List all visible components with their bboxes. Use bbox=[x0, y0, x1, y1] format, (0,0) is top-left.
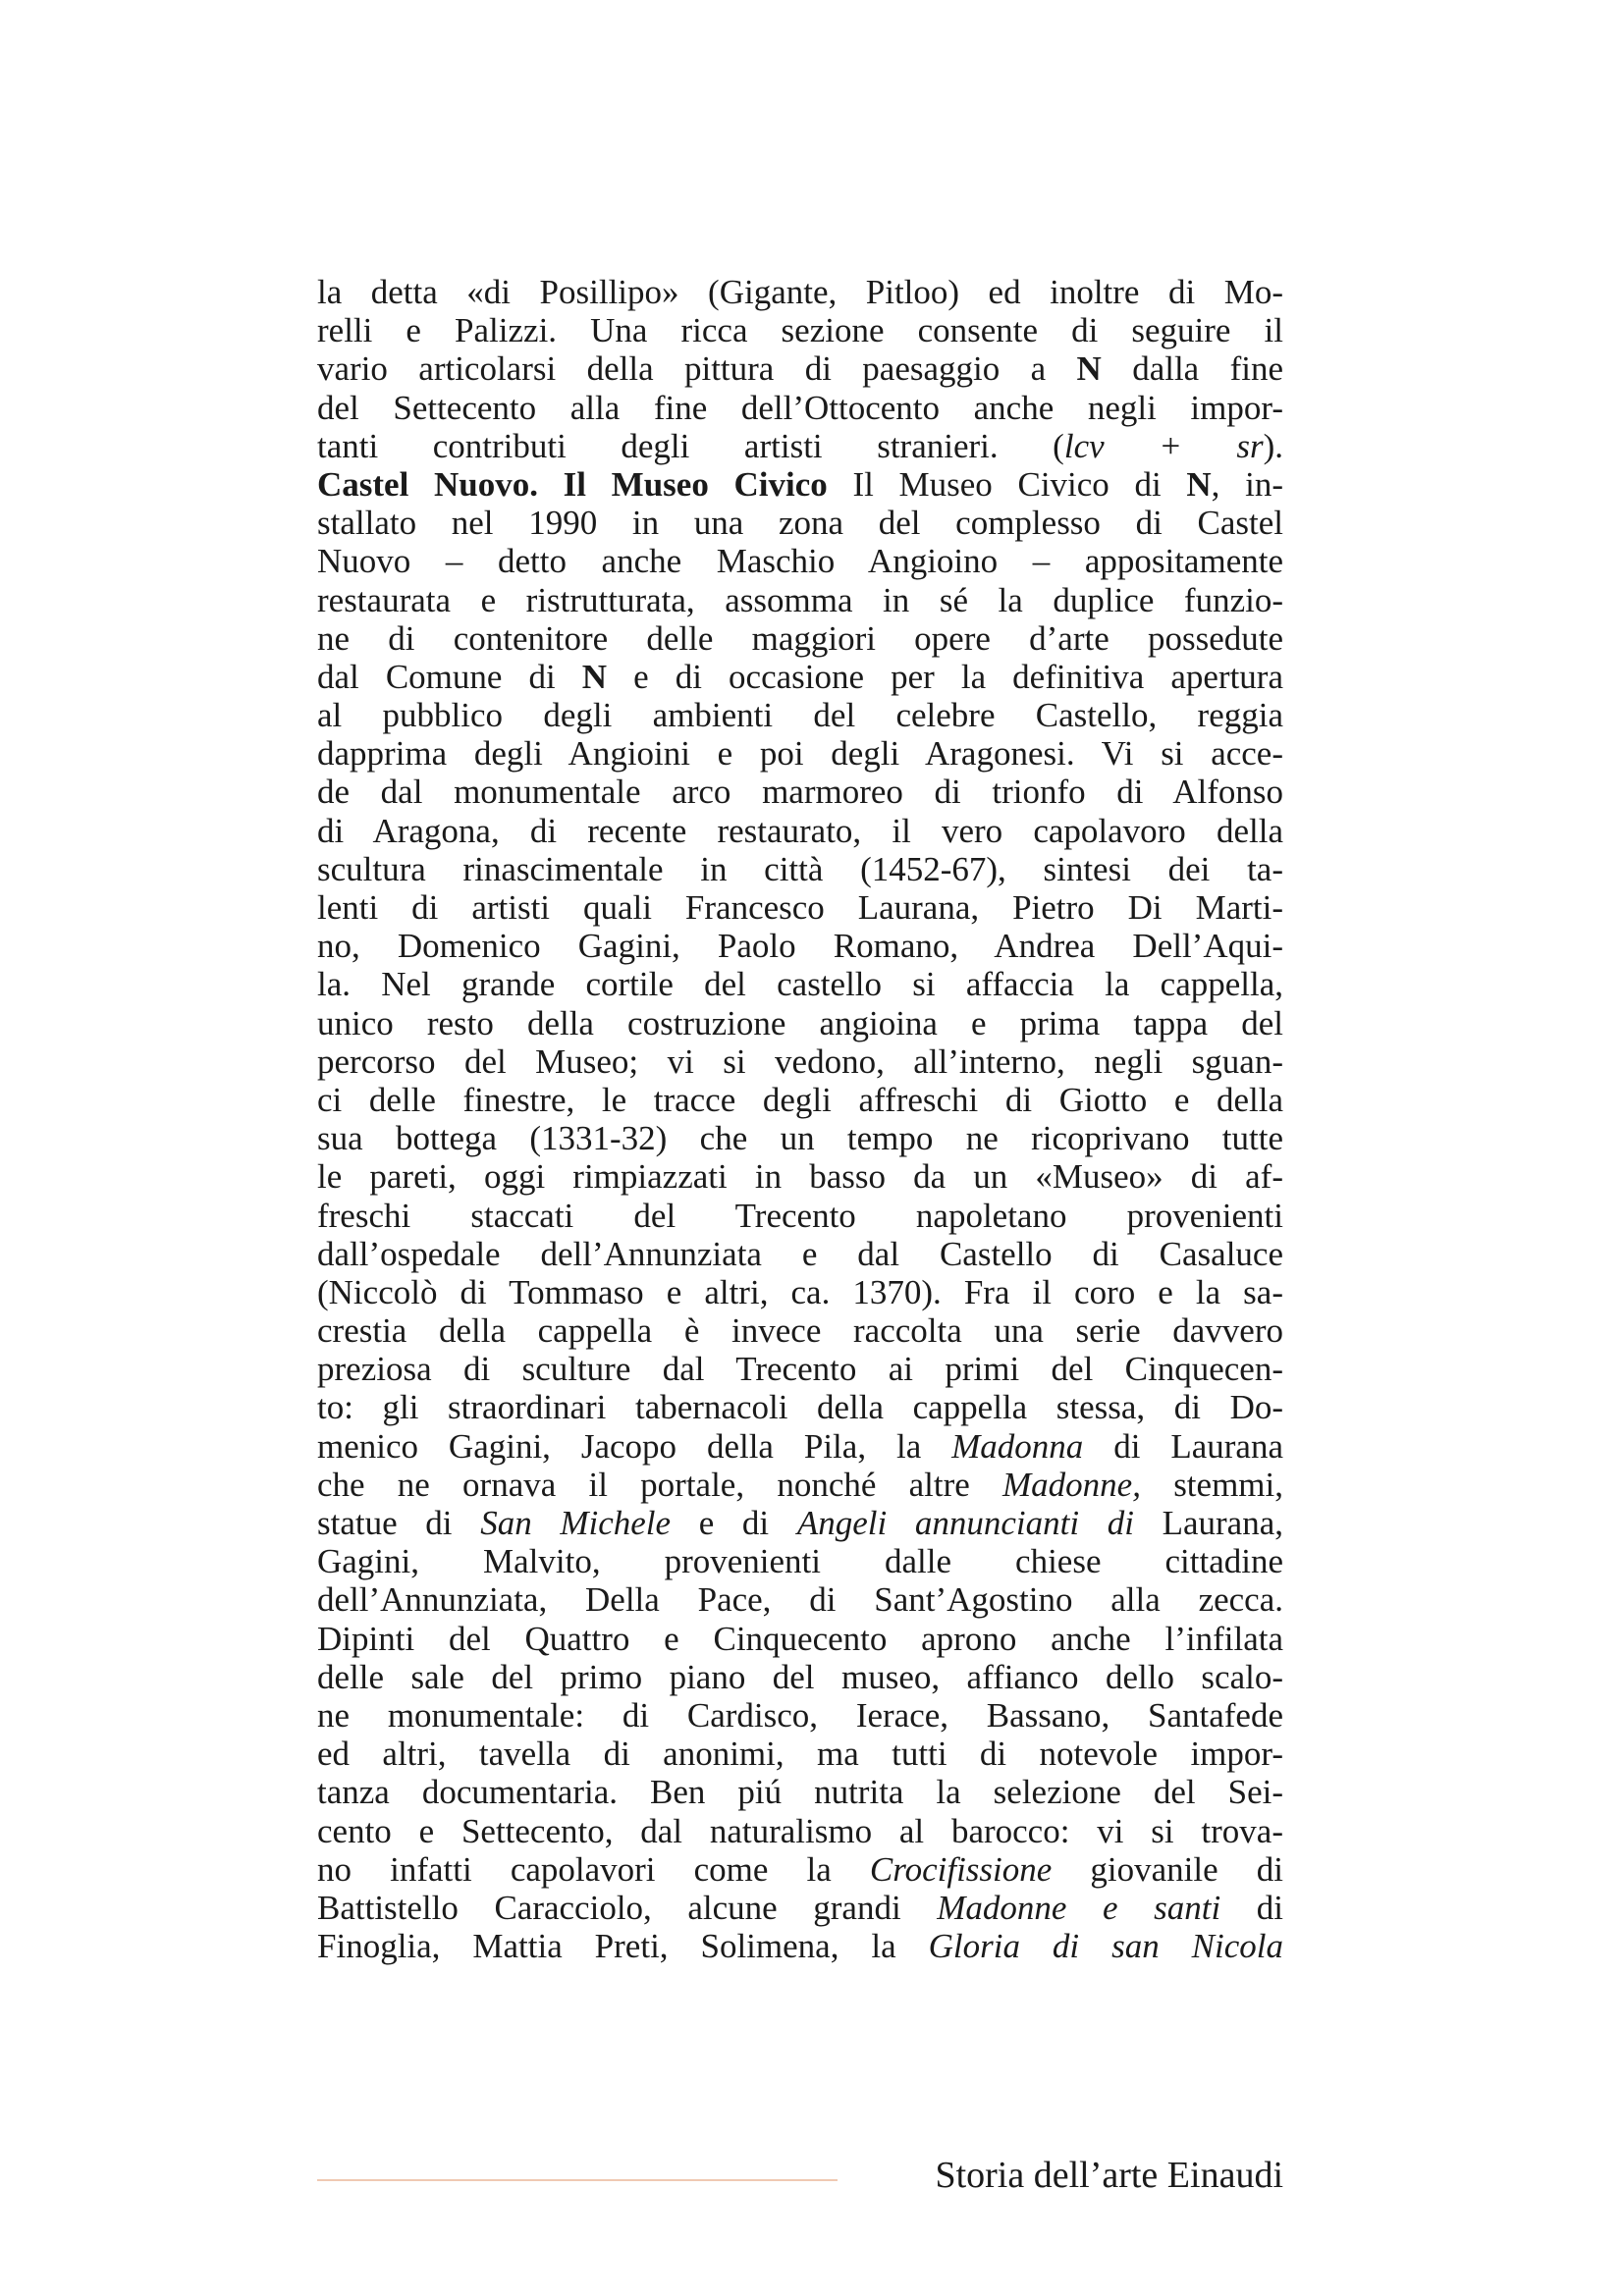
text-segment: di bbox=[1220, 1888, 1283, 1927]
text-line bbox=[317, 1773, 1283, 1811]
body-text bbox=[317, 273, 1283, 1965]
text-line bbox=[317, 927, 1283, 965]
text-line bbox=[317, 1620, 1283, 1658]
text-line bbox=[317, 273, 1283, 311]
text-segment: dall’ospedale dell’Annunziata e dal Castello di Casaluce bbox=[317, 1234, 1283, 1273]
text-line bbox=[317, 1850, 1283, 1889]
text-line bbox=[317, 658, 1283, 696]
text-segment: cento e Settecento, dal naturalismo al barocco: vi si trova- bbox=[317, 1811, 1283, 1850]
text-segment: ed altri, tavella di anonimi, ma tutti di notevole impor- bbox=[317, 1735, 1283, 1774]
text-line bbox=[317, 773, 1283, 811]
text-segment: vario articolarsi della pittura di paesaggio a bbox=[317, 349, 1077, 389]
text-line bbox=[317, 619, 1283, 658]
bold-text: N bbox=[581, 657, 608, 696]
page-footer bbox=[317, 2140, 1283, 2196]
text-segment: restaurata e ristrutturata, assomma in sé la duplice funzio- bbox=[317, 580, 1283, 619]
text-segment: la. Nel grande cortile del castello si affaccia la cappella, bbox=[317, 965, 1283, 1004]
text-line bbox=[317, 1157, 1283, 1196]
text-segment: di Laurana bbox=[1083, 1426, 1283, 1466]
text-segment: no infatti capolavori come la bbox=[317, 1849, 870, 1889]
text-segment: Gagini, Malvito, provenienti dalle chiese cittadine bbox=[317, 1542, 1283, 1581]
text-line bbox=[317, 1388, 1283, 1426]
text-segment: unico resto della costruzione angioina e prima tappa del bbox=[317, 1003, 1283, 1042]
text-segment: Nuovo – detto anche Maschio Angioino – appositamente bbox=[317, 542, 1283, 581]
text-line bbox=[317, 465, 1283, 504]
text-line bbox=[317, 349, 1283, 388]
text-segment: di Aragona, di recente restaurato, il vero capolavoro della bbox=[317, 811, 1283, 850]
text-line bbox=[317, 1311, 1283, 1350]
text-line bbox=[317, 1658, 1283, 1696]
text-line bbox=[317, 965, 1283, 1003]
text-line bbox=[317, 696, 1283, 734]
text-segment: dell’Annunziata, Della Pace, di Sant’Agostino alla zecca. bbox=[317, 1580, 1283, 1620]
text-line bbox=[317, 1119, 1283, 1157]
text-line bbox=[317, 1081, 1283, 1119]
text-line bbox=[317, 1580, 1283, 1619]
text-line bbox=[317, 1042, 1283, 1081]
text-line bbox=[317, 311, 1283, 349]
text-segment: crestia della cappella è invece raccolta una serie davvero bbox=[317, 1311, 1283, 1351]
text-segment: lenti di artisti quali Francesco Laurana, Pietro Di Marti- bbox=[317, 888, 1283, 927]
text-segment: (Niccolò di Tommaso e altri, ca. 1370). Fra il coro e la sa- bbox=[317, 1272, 1283, 1311]
text-line bbox=[317, 1427, 1283, 1466]
text-line bbox=[317, 734, 1283, 773]
text-segment: Finoglia, Mattia Preti, Solimena, la bbox=[317, 1927, 929, 1966]
text-line bbox=[317, 389, 1283, 427]
text-line bbox=[317, 1235, 1283, 1273]
text-line bbox=[317, 812, 1283, 850]
text-line bbox=[317, 1273, 1283, 1311]
text-segment: stallato nel 1990 in una zona del complesso di Castel bbox=[317, 504, 1283, 543]
text-segment: dal Comune di bbox=[317, 657, 582, 696]
text-segment: percorso del Museo; vi si vedono, all’interno, negli sguan- bbox=[317, 1041, 1283, 1081]
footer-rule bbox=[317, 2179, 838, 2181]
italic-text: Madonne e santi bbox=[937, 1888, 1221, 1927]
italic-text: Crocifissione bbox=[869, 1849, 1053, 1889]
text-segment: tanti contributi degli artisti stranieri. ( bbox=[317, 426, 1064, 465]
text-line bbox=[317, 427, 1283, 465]
text-line bbox=[317, 850, 1283, 888]
text-line bbox=[317, 1889, 1283, 1927]
text-segment: e di occasione per la definitiva apertura bbox=[607, 657, 1283, 696]
text-line bbox=[317, 1812, 1283, 1850]
text-segment: sua bottega (1331-32) che un tempo ne ricoprivano tutte bbox=[317, 1119, 1283, 1158]
text-line bbox=[317, 1350, 1283, 1388]
text-line bbox=[317, 1466, 1283, 1504]
text-segment: Dipinti del Quattro e Cinquecento aprono anche l’infilata bbox=[317, 1619, 1283, 1658]
footer-title: Storia dell’arte Einaudi bbox=[935, 2155, 1283, 2196]
text-segment: menico Gagini, Jacopo della Pila, la bbox=[317, 1426, 952, 1466]
text-segment: del Settecento alla fine dell’Ottocento anche negli impor- bbox=[317, 388, 1283, 427]
text-segment: tanza documentaria. Ben piú nutrita la selezione del Sei- bbox=[317, 1773, 1283, 1812]
text-segment: Il Museo Civico di bbox=[827, 464, 1187, 504]
text-line bbox=[317, 1004, 1283, 1042]
text-segment: preziosa di sculture dal Trecento ai primi del Cinquecen- bbox=[317, 1350, 1283, 1389]
text-line bbox=[317, 1735, 1283, 1773]
text-segment: dapprima degli Angioini e poi degli Aragonesi. Vi si acce- bbox=[317, 734, 1283, 774]
text-line bbox=[317, 1504, 1283, 1542]
italic-text: lcv + sr bbox=[1063, 426, 1264, 465]
text-segment: delle sale del primo piano del museo, affianco dello scalo- bbox=[317, 1657, 1283, 1696]
text-segment: statue di bbox=[317, 1504, 481, 1542]
italic-text: Angeli annuncianti di bbox=[796, 1504, 1134, 1542]
bold-text: N bbox=[1186, 464, 1212, 504]
text-segment: ). bbox=[1263, 426, 1283, 465]
italic-text: Madonne, bbox=[1002, 1465, 1141, 1504]
text-segment: stemmi, bbox=[1140, 1465, 1283, 1504]
text-segment: , in- bbox=[1211, 464, 1283, 504]
text-segment: Laurana, bbox=[1133, 1504, 1283, 1542]
bold-text: Castel Nuovo. Il Museo Civico bbox=[317, 464, 828, 504]
text-line bbox=[317, 1542, 1283, 1580]
text-segment: la detta «di Posillipo» (Gigante, Pitloo) ed inoltre di Mo- bbox=[317, 273, 1283, 311]
text-segment: freschi staccati del Trecento napoletano provenienti bbox=[317, 1196, 1283, 1235]
text-segment: e di bbox=[671, 1504, 797, 1542]
text-line bbox=[317, 1927, 1283, 1965]
text-segment: Battistello Caracciolo, alcune grandi bbox=[317, 1888, 938, 1927]
text-segment: ci delle finestre, le tracce degli affreschi di Giotto e della bbox=[317, 1080, 1283, 1119]
text-segment: scultura rinascimentale in città (1452-67), sintesi dei ta- bbox=[317, 849, 1283, 888]
text-line bbox=[317, 542, 1283, 580]
text-segment: giovanile di bbox=[1052, 1849, 1283, 1889]
italic-text: Madonna bbox=[951, 1426, 1084, 1466]
text-line bbox=[317, 888, 1283, 927]
text-segment: ne monumentale: di Cardisco, Ierace, Bassano, Santafede bbox=[317, 1695, 1283, 1735]
text-line bbox=[317, 504, 1283, 542]
text-line bbox=[317, 1197, 1283, 1235]
text-segment: che ne ornava il portale, nonché altre bbox=[317, 1465, 1003, 1504]
bold-text: N bbox=[1076, 349, 1102, 389]
text-segment: dalla fine bbox=[1101, 349, 1283, 389]
italic-text: San Michele bbox=[480, 1504, 672, 1542]
text-segment: to: gli straordinari tabernacoli della cappella stessa, di Do- bbox=[317, 1388, 1283, 1427]
text-line bbox=[317, 581, 1283, 619]
text-segment: al pubblico degli ambienti del celebre Castello, reggia bbox=[317, 696, 1283, 735]
text-segment: relli e Palizzi. Una ricca sezione consente di seguire il bbox=[317, 311, 1283, 350]
text-segment: ne di contenitore delle maggiori opere d’arte possedute bbox=[317, 618, 1283, 658]
text-line bbox=[317, 1696, 1283, 1735]
text-segment: le pareti, oggi rimpiazzati in basso da un «Museo» di af- bbox=[317, 1157, 1283, 1197]
italic-text: Gloria di san Nicola bbox=[928, 1927, 1283, 1966]
text-segment: no, Domenico Gagini, Paolo Romano, Andrea Dell’Aqui- bbox=[317, 927, 1283, 966]
text-segment: de dal monumentale arco marmoreo di trionfo di Alfonso bbox=[317, 773, 1283, 812]
